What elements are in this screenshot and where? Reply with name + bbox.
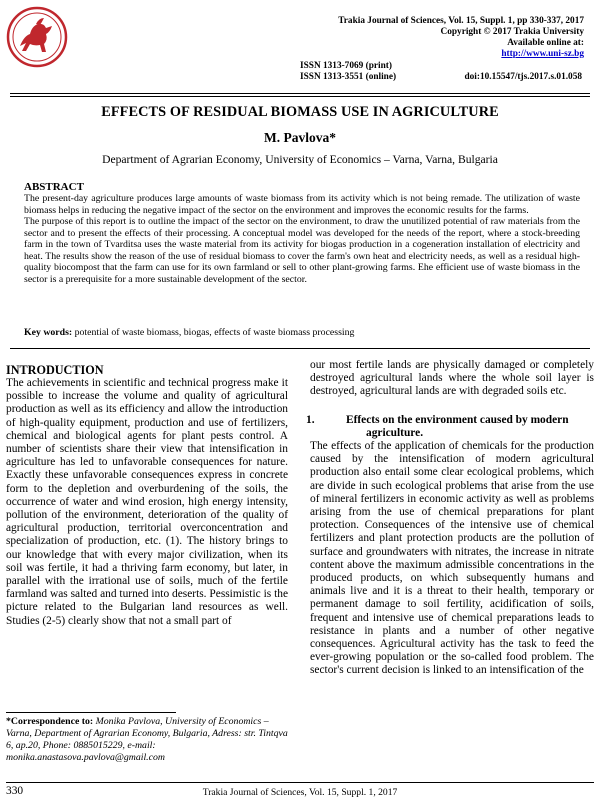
introduction-text: The achievements in scientific and technical progress make it possible to increase the volume and quality of agricultural production as well as its efficiency and allow the introduction of high-quality equipment, production and use of fertilizers, chemical and biological agents for plant pests control. A number of scientists share their view that intensification in agriculture has led to unfavorable consequences for nature. Exactly these unfavorable consequences express in concrete form to the depletion and overburdening of the soils, the occurrence of water and wind erosion, high energy intensity, pollution of the environment, deterioration of the quality of agricultural production, territorial overconcentration and specialization of production, etc. (1). The history brings to our knowledge that with every major civilization, when its soil was fertile, it had a thriving farm economy, but later, in parallel with the irrational use of soils, much of the fertile farmland was salted and turned into deserts. Pessimistic is the picture related to the Bulgarian land resources as well. Studies (2-5) clearly show that not a small part of (6, 377, 288, 627)
right-column (306, 359, 594, 678)
keywords (24, 327, 580, 339)
section-1-number: 1. (306, 413, 315, 426)
correspondence-text: Monika Pavlova, University of Economics – Varna, Department of Agrarian Economy, Bulgaria, Adress: str. Tintqva 6, ap.20, Phone: 0885015229, e-mail: monika.anastasova.pavlova@gmail.com (6, 716, 288, 763)
section-1-text: The effects of the application of chemicals for the production caused by the intensification of modern agricultural production also entail some clear ecological problems, which are divide in such ecological problems that arise from the use of mineral fertilizers in economic activity as well as problems arising from the use of chemical preparations for plant protection. Consequences of the intensive use of chemical fertilizers and plant protection products are the pollution of surface and groundwaters with nitrates, the increase in nitrate content above the maximum admissible concentrations in the produced products, on which subsequently humans and animals live and it is a threat to their health, temporary or permanent damage to soil fertility, acidification of soils, frequent and intensive use of chemical preparations leads to resistance in plants and a number of other negative consequences. Agricultural activity has the task to feed the ever-growing population or the so-called food problem. The sector's current decision is linked to an intensification of the (310, 440, 594, 677)
paper-author: M. Pavlova* (264, 130, 336, 145)
abstract-paragraph-2: The purpose of this report is to outline the impact of the sector on the environment, to draw the unutilized potential of raw materials from the sector and to present the effects of their processing. A conceptual model was developed for the needs of the report, where a stock-breeding farm in the town of Tvarditsa uses the waste material from its activity for biogas production in a cogeneration installation of electricity and heat. The results show the reason of the use of residual biomass to cover the farm's own heat and electricity needs, as well as a residual high-quality biocompost that the farm can use for its own farmland or sell to other plant-growing farms. Ehe efficient use of waste biomass in the sector is a prerequisite for a more sustainable development of the sector. (24, 216, 580, 285)
abstract-paragraph-1: The present-day agriculture produces large amounts of waste biomass from its activity which is not being remade. The utilization of waste biomass helps in reducing the negative impact of the sector on the environment and improves the economic results for the farms. (24, 193, 580, 216)
introduction-continued: our most fertile lands are physically damaged or completely destroyed agricultural lands where the whole soil layer is destroyed, agricultural lands are with degraded soils etc. (310, 359, 594, 398)
paper-title: EFFECTS OF RESIDUAL BIOMASS USE IN AGRICULTURE (101, 104, 499, 120)
header-divider (10, 93, 590, 94)
doi: doi:10.15547/tjs.2017.s.01.058 (464, 72, 582, 82)
journal-header (338, 16, 584, 60)
correspondence-footnote (6, 716, 288, 764)
section-1-heading (306, 413, 594, 440)
issn-online: ISSN 1313-3551 (online) (300, 72, 397, 82)
header-divider-thin (10, 96, 590, 97)
correspondence-label: *Correspondence to: (6, 716, 94, 727)
issn-block (300, 61, 396, 83)
footnote-divider (6, 712, 176, 713)
copyright-line: Copyright © 2017 Trakia University (440, 27, 584, 37)
page-number: 330 (6, 785, 24, 797)
abstract-divider (10, 348, 590, 349)
footer-divider (6, 782, 594, 783)
available-online-label: Available online at: (507, 38, 584, 48)
introduction-heading: INTRODUCTION (6, 363, 104, 377)
trakia-university-logo-icon (6, 6, 68, 68)
section-1-title: Effects on the environment caused by modern agriculture. (346, 413, 569, 439)
keywords-text: potential of waste biomass, biogas, effects of waste biomass processing (72, 327, 355, 338)
abstract-body (24, 193, 580, 285)
issn-print: ISSN 1313-7069 (print) (300, 61, 392, 71)
running-footer: Trakia Journal of Sciences, Vol. 15, Suppl. 1, 2017 (202, 787, 398, 798)
keywords-label: Key words: (24, 327, 73, 338)
journal-url-link[interactable]: http://www.uni-sz.bg (501, 49, 584, 59)
author-affiliation: Department of Agrarian Economy, University of Economics – Varna, Varna, Bulgaria (102, 153, 498, 166)
abstract-heading: ABSTRACT (24, 181, 84, 193)
left-column (6, 363, 288, 628)
journal-citation: Trakia Journal of Sciences, Vol. 15, Suppl. 1, pp 330-337, 2017 (338, 16, 584, 26)
